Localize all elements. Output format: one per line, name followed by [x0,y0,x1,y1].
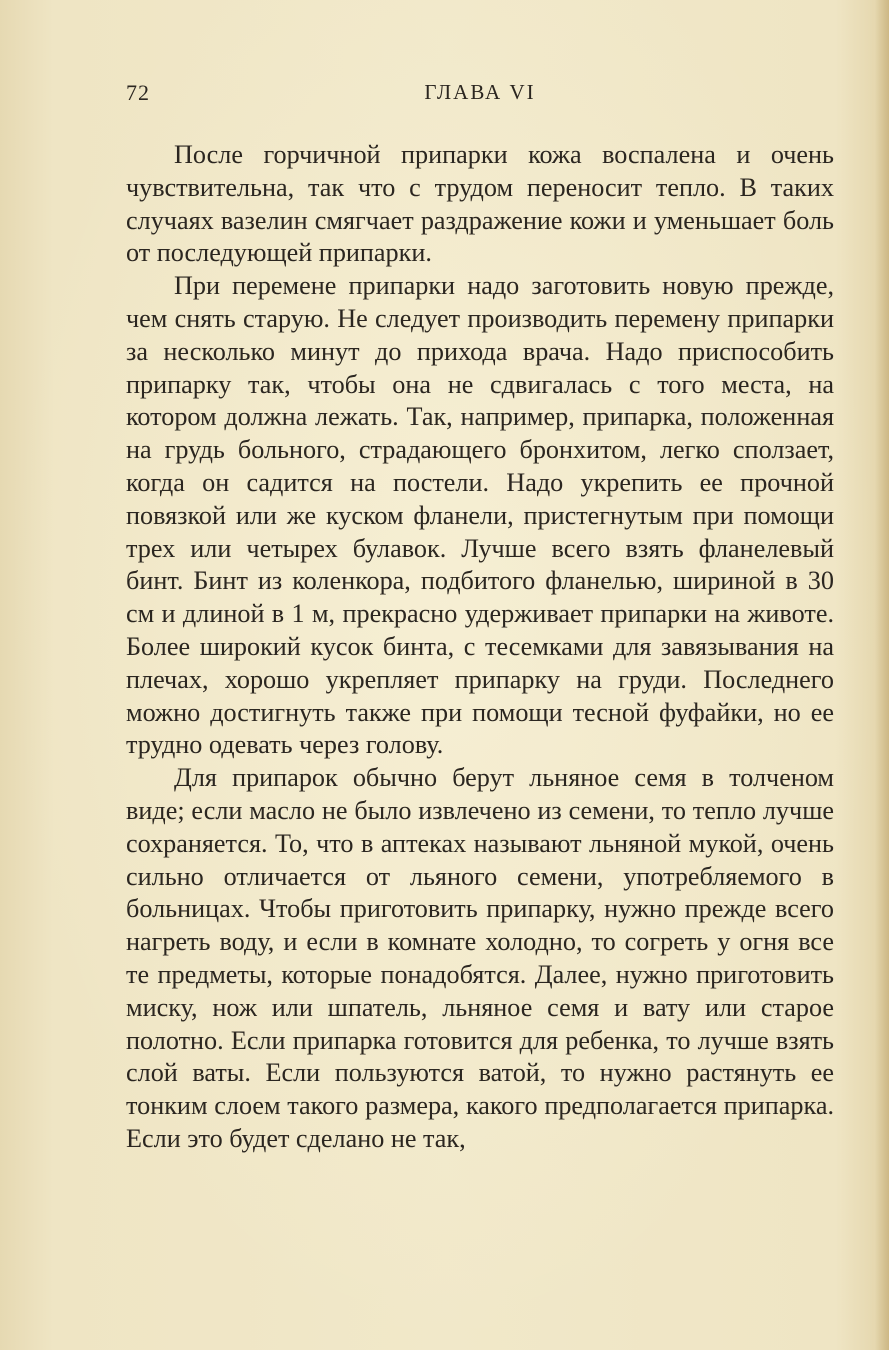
paragraph-mustard-poultice: После горчичной припарки кожа воспалена и очень чувствительна, так что с трудом переносит тепло. В таких случаях вазелин смягчает раздражение кожи и уменьшает боль от последующей припарки. [126,140,834,268]
page-header [126,80,834,114]
page-number: 72 [126,80,150,105]
page-edge-shadow [875,0,889,1350]
paragraph-linseed: Для припарок обычно берут льняное семя в толченом виде; если масло не было извлечено из семени, то тепло лучше сохраняется. То, что в аптеках называют льняной мукой, очень сильно отличается от льяного семени, употребляемого в больницах. Чтобы приготовить припарку, нужно прежде всего нагреть воду, и если в комнате холодно, то согреть у огня все те предметы, которые понадобятся. Далее, нужно приготовить миску, нож или шпатель, льняное семя и вату или старое полотно. Если припарка готовится для ребенка, то лучше взять слой ваты. Если пользуются ватой, то нужно растянуть ее тонким слоем такого размера, какого предполагается припарка. Если это будет сделано не так, [126,763,834,1153]
paragraph-changing-poultice: При перемене припарки надо заготовить новую прежде, чем снять старую. Не следует производить перемену припарки за несколько минут до прихода врача. Надо приспособить припарку так, чтобы она не сдвигалась с того места, на котором должна лежать. Так, например, припарка, положенная на грудь больного, страдающего бронхитом, легко сползает, когда он садится на постели. Надо укрепить ее прочной повязкой или же куском фланели, пристегнутым при помощи трех или четырех булавок. Лучше всего взять фланелевый бинт. Бинт из коленкора, подбитого фланелью, шириной в 30 см и длиной в 1 м, прекрасно удерживает припарки на животе. Более широкий кусок бинта, с тесемками для завязывания на плечах, хорошо укрепляет припарку на груди. Последнего можно достигнуть также при помощи тесной фуфайки, но ее трудно одевать через голову. [126,271,834,760]
chapter-heading: ГЛАВА VI [424,80,536,104]
page-body [126,139,834,1156]
